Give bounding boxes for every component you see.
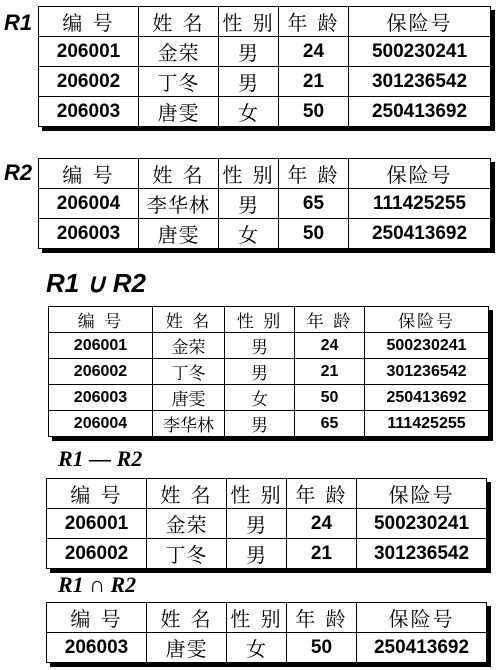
table-cell: 206001 [49, 333, 153, 359]
column-header: 性 别 [227, 479, 287, 509]
table-cell: 男 [219, 189, 279, 219]
table-cell: 111425255 [349, 189, 491, 219]
column-header: 保险号 [349, 7, 491, 37]
table-row [39, 219, 491, 249]
table-cell: 206001 [47, 509, 147, 539]
column-header: 编 号 [39, 159, 139, 189]
column-header: 性 别 [219, 7, 279, 37]
table-cell: 男 [219, 37, 279, 67]
table-cell: 女 [219, 219, 279, 249]
column-header: 年 龄 [279, 159, 349, 189]
table-cell: 李华林 [153, 411, 225, 437]
table-cell: 206002 [49, 359, 153, 385]
column-header: 保险号 [349, 159, 491, 189]
intersection-label: R1 ∩ R2 [58, 572, 137, 597]
table-cell: 65 [279, 189, 349, 219]
difference-label: R1 — R2 [58, 446, 143, 471]
table-cell: 206004 [39, 189, 139, 219]
table-row [49, 333, 489, 359]
r2-table [38, 158, 491, 249]
table-cell: 206004 [49, 411, 153, 437]
column-header: 年 龄 [287, 479, 357, 509]
intersection-table [46, 602, 487, 663]
table-cell: 50 [279, 219, 349, 249]
table-cell: 206003 [39, 219, 139, 249]
table-cell: 111425255 [365, 411, 489, 437]
column-header: 年 龄 [279, 7, 349, 37]
r1-table [38, 6, 491, 127]
table-row [39, 37, 491, 67]
column-header: 性 别 [225, 307, 295, 333]
table-cell: 250413692 [349, 219, 491, 249]
r1-label: R1 [4, 10, 33, 35]
table-cell: 21 [295, 359, 365, 385]
table-cell: 50 [287, 633, 357, 663]
table-cell: 250413692 [357, 633, 487, 663]
column-header: 编 号 [49, 307, 153, 333]
table-row [49, 359, 489, 385]
column-header: 保险号 [357, 603, 487, 633]
table-row [39, 67, 491, 97]
table-cell: 50 [279, 97, 349, 127]
table-cell: 男 [225, 359, 295, 385]
table-cell: 500230241 [365, 333, 489, 359]
table-cell: 金荣 [153, 333, 225, 359]
column-header: 编 号 [39, 7, 139, 37]
table-cell: 男 [225, 411, 295, 437]
table-cell: 女 [227, 633, 287, 663]
table-row [39, 189, 491, 219]
table-cell: 丁冬 [147, 539, 227, 569]
table-cell: 206002 [39, 67, 139, 97]
column-header: 姓 名 [147, 603, 227, 633]
column-header: 保险号 [365, 307, 489, 333]
table-cell: 206001 [39, 37, 139, 67]
column-header: 姓 名 [153, 307, 225, 333]
r2-label: R2 [4, 160, 33, 185]
table-cell: 男 [225, 333, 295, 359]
table-cell: 金荣 [147, 509, 227, 539]
table-cell: 男 [227, 539, 287, 569]
union-label: R1 ∪ R2 [46, 268, 146, 298]
table-cell: 206003 [39, 97, 139, 127]
table-cell: 女 [219, 97, 279, 127]
column-header: 保险号 [357, 479, 487, 509]
column-header: 年 龄 [287, 603, 357, 633]
table-cell: 丁冬 [139, 67, 219, 97]
table-cell: 男 [227, 509, 287, 539]
table-cell: 唐雯 [139, 219, 219, 249]
table-cell: 301236542 [349, 67, 491, 97]
table-row [49, 385, 489, 411]
table-row [47, 509, 487, 539]
union-table [48, 306, 489, 437]
table-cell: 21 [279, 67, 349, 97]
column-header: 年 龄 [295, 307, 365, 333]
table-header-row [49, 307, 489, 333]
column-header: 编 号 [47, 603, 147, 633]
difference-table [46, 478, 487, 569]
table-header-row [39, 159, 491, 189]
column-header: 姓 名 [147, 479, 227, 509]
column-header: 编 号 [47, 479, 147, 509]
column-header: 性 别 [227, 603, 287, 633]
table-cell: 206002 [47, 539, 147, 569]
table-cell: 女 [225, 385, 295, 411]
table-cell: 206003 [47, 633, 147, 663]
table-cell: 250413692 [349, 97, 491, 127]
table-cell: 24 [287, 509, 357, 539]
table-cell: 唐雯 [139, 97, 219, 127]
table-row [47, 633, 487, 663]
table-row [47, 539, 487, 569]
table-cell: 50 [295, 385, 365, 411]
table-row [39, 97, 491, 127]
table-cell: 24 [279, 37, 349, 67]
table-cell: 301236542 [365, 359, 489, 385]
table-cell: 500230241 [357, 509, 487, 539]
table-cell: 男 [219, 67, 279, 97]
table-row [49, 411, 489, 437]
table-header-row [47, 479, 487, 509]
table-cell: 李华林 [139, 189, 219, 219]
table-cell: 500230241 [349, 37, 491, 67]
table-cell: 唐雯 [153, 385, 225, 411]
table-cell: 250413692 [365, 385, 489, 411]
column-header: 性 别 [219, 159, 279, 189]
column-header: 姓 名 [139, 159, 219, 189]
table-cell: 唐雯 [147, 633, 227, 663]
table-cell: 65 [295, 411, 365, 437]
table-cell: 24 [295, 333, 365, 359]
table-cell: 金荣 [139, 37, 219, 67]
table-header-row [39, 7, 491, 37]
table-header-row [47, 603, 487, 633]
table-cell: 206003 [49, 385, 153, 411]
table-cell: 21 [287, 539, 357, 569]
table-cell: 301236542 [357, 539, 487, 569]
column-header: 姓 名 [139, 7, 219, 37]
table-cell: 丁冬 [153, 359, 225, 385]
